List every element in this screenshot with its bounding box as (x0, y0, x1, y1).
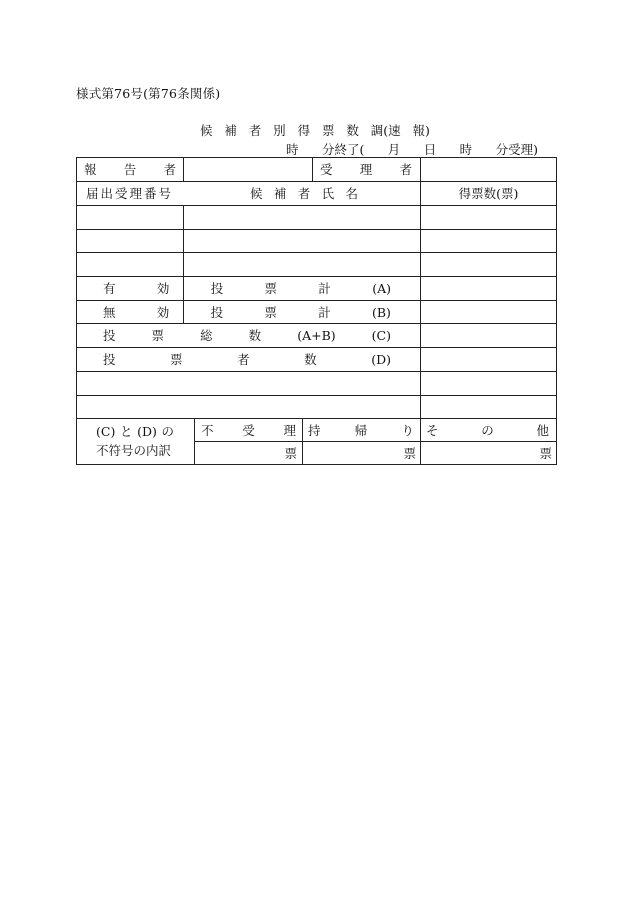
unit-votes: 票 (284, 446, 297, 461)
rule (76, 371, 557, 372)
valid-votes-total-label: 有 効 投 票 計 (A) (103, 280, 391, 296)
breakdown-label-line1: (C) と (D) の (96, 423, 174, 439)
title-char: 票 (321, 123, 335, 138)
subtitle-part: 月 (387, 142, 401, 157)
not-accepted-label: 不 受 理 (201, 423, 296, 438)
time-received-line (286, 140, 538, 158)
reporter-label: 報 告 者 (84, 162, 176, 177)
title-char: 調(速 (370, 123, 401, 138)
other-label: そ の 他 (426, 423, 549, 438)
title-char: 数 (346, 123, 359, 138)
subtitle-part: 時 (459, 142, 473, 157)
submission-number-header: 届出受理番号 (85, 186, 173, 201)
receiver-label: 受 理 者 (320, 162, 412, 177)
rule (312, 157, 313, 181)
candidate-name-header: 候 補 者 氏 名 (250, 186, 358, 201)
title-char: 得 (297, 123, 311, 138)
title-char: 候 (200, 123, 213, 138)
rule (76, 205, 557, 206)
unit-votes: 票 (403, 446, 416, 461)
title-char: 別 (273, 123, 286, 138)
rule (183, 157, 184, 181)
vote-count-table (76, 157, 557, 465)
invalid-votes-total-label: 無 効 投 票 計 (B) (103, 304, 391, 320)
title-char: 者 (248, 123, 262, 138)
breakdown-label-line2: 不符号の内訳 (96, 443, 172, 458)
document-title (200, 121, 430, 139)
rule (76, 464, 557, 465)
rule (76, 252, 557, 253)
votes-header: 得票数(票) (458, 186, 519, 201)
unit-votes: 票 (539, 446, 552, 461)
total-votes-label: 投 票 総 数 (A+B) (C) (103, 327, 391, 343)
rule (76, 395, 557, 396)
rule (76, 229, 557, 230)
title-char: 報) (412, 123, 430, 138)
subtitle-part: 日 (423, 142, 437, 157)
subtitle-part: 時 (286, 142, 299, 157)
subtitle-part: 分終了( (321, 142, 365, 157)
subtitle-part: 分受理) (495, 142, 538, 157)
taken-home-label: 持 帰 り (308, 423, 414, 438)
rule (556, 157, 557, 465)
form-label: 様式第76号(第76条関係) (76, 86, 221, 101)
title-char: 補 (224, 123, 237, 138)
voters-count-label: 投 票 者 数 (D) (103, 351, 391, 367)
